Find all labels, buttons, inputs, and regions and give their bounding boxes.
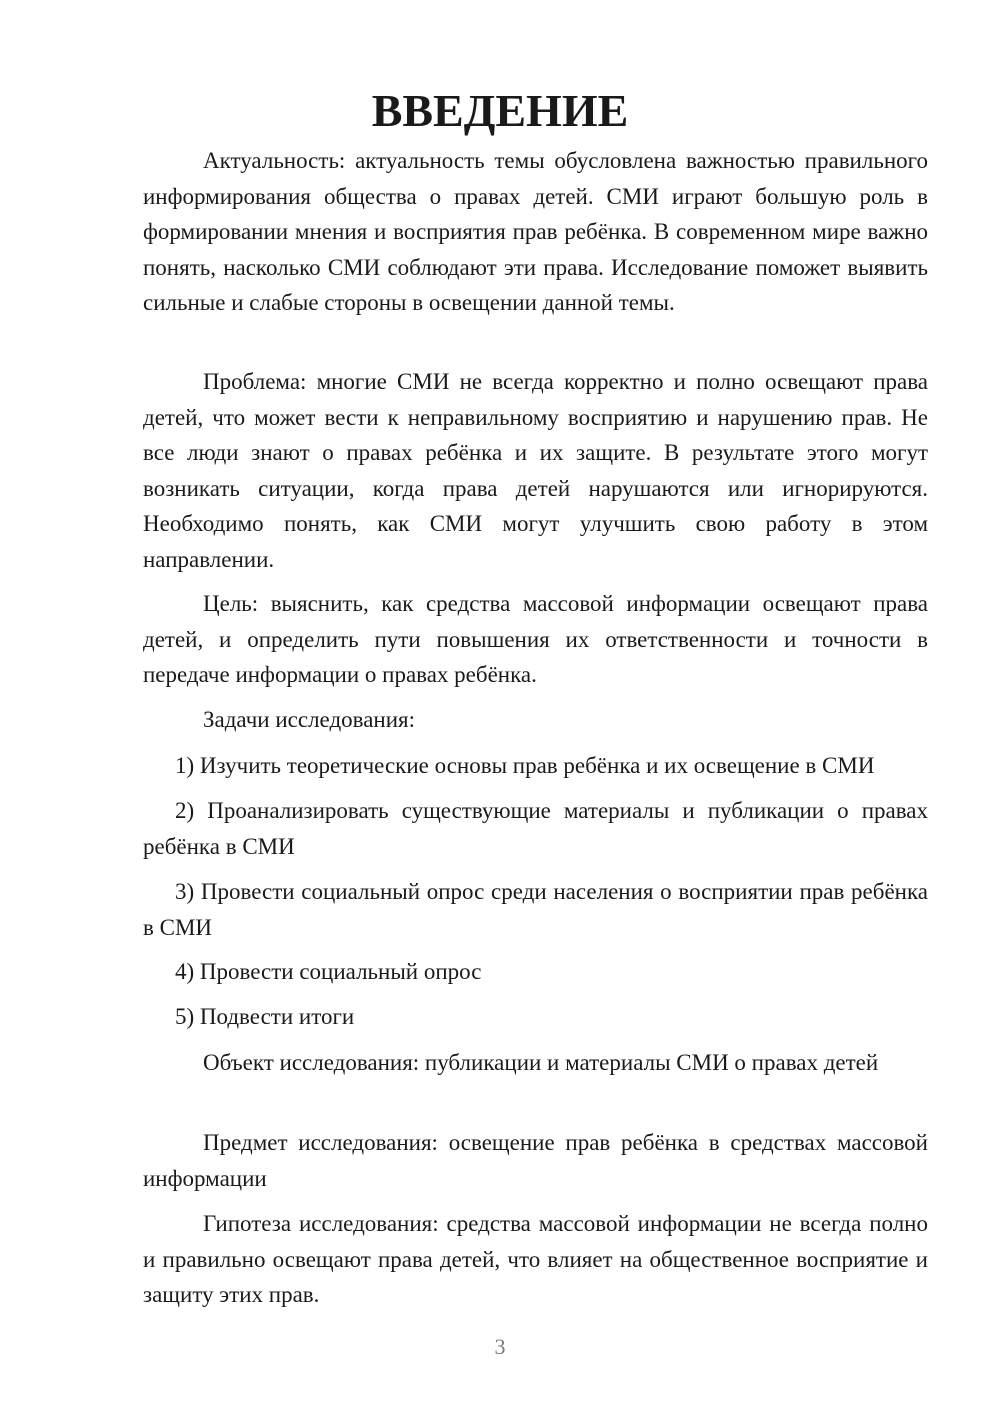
problem-paragraph: Проблема: многие СМИ не всегда корректно и полно освещают права детей, что может вести к неправильному восприятию и нарушению прав. Не все люди знают о правах ребёнка и их защите. В результате этого могут возникать ситуации, когда права детей нарушаются или игнорируются. Необходимо понять, как СМИ могут улучшить свою работу в этом направлении.: [143, 369, 928, 572]
hypothesis-paragraph: Гипотеза исследования: средства массовой информации не всегда полно и правильно освещают права детей, что влияет на общественное восприятие и защиту этих прав.: [143, 1211, 928, 1307]
task-item-4: 4) Провести социальный опрос: [175, 959, 482, 984]
subject-paragraph: Предмет исследования: освещение прав ребёнка в средствах массовой информации: [143, 1130, 928, 1191]
task-item-1: 1) Изучить теоретические основы прав ребёнка и их освещение в СМИ: [175, 753, 875, 778]
task-item-5: 5) Подвести итоги: [175, 1004, 355, 1029]
task-item-3: 3) Провести социальный опрос среди населения о восприятии прав ребёнка в СМИ: [143, 879, 928, 940]
tasks-heading: Задачи исследования:: [203, 707, 416, 732]
object-paragraph: Объект исследования: публикации и материалы СМИ о правах детей: [203, 1050, 879, 1075]
task-item-2: 2) Проанализировать существующие материалы и публикации о правах ребёнка в СМИ: [143, 798, 928, 859]
relevance-paragraph: Актуальность: актуальность темы обусловлена важностью правильного информирования общества о правах детей. СМИ играют большую роль в формировании мнения и восприятия прав ребёнка. В современном мире важно понять, насколько СМИ соблюдают эти права. Исследование поможет выявить сильные и слабые стороны в освещении данной темы.: [143, 148, 928, 315]
page-number: 3: [494, 1334, 506, 1359]
goal-paragraph: Цель: выяснить, как средства массовой информации освещают права детей, и определить пути повышения их ответственности и точности в передаче информации о правах ребёнка.: [143, 591, 928, 687]
section-title: ВВЕДЕНИЕ: [371, 85, 629, 136]
